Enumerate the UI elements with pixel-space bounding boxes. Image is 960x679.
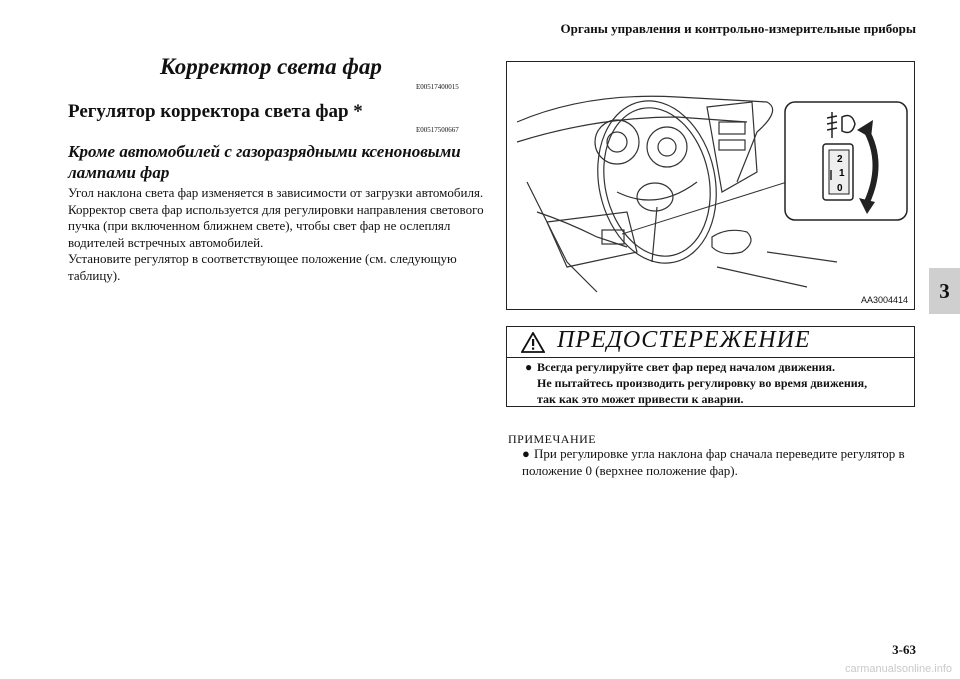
- section-title: Корректор света фар: [160, 54, 382, 79]
- warning-header: [507, 327, 914, 358]
- warning-line: Не пытайтесь производить регулировку во время движения,: [537, 376, 868, 390]
- warning-line: Всегда регулируйте свет фар перед началом движения.: [537, 360, 835, 374]
- note-text: [522, 446, 917, 479]
- subsection-code: E00517500667: [416, 126, 459, 134]
- figure-code: AA3004414: [860, 295, 908, 305]
- bullet: ●: [522, 446, 530, 461]
- warning-title: ПРЕДОСТЕРЕЖЕНИЕ: [557, 327, 811, 353]
- note-label: ПРИМЕЧАНИЕ: [508, 432, 597, 446]
- dial-label: 1: [839, 168, 845, 179]
- warning-line: так как это может привести к аварии.: [537, 392, 744, 406]
- paragraph: Корректор света фар используется для регулировки направления светового пучка (при включенном ближнем свете), чтобы свет фар не ослеплял водителей встречных автомобилей.: [68, 201, 484, 250]
- warning-box: [506, 326, 915, 407]
- section-code: E00517400015: [416, 83, 459, 91]
- warning-text: [525, 359, 904, 407]
- paragraph: Установите регулятор в соответствующее положение (см. следующую таблицу).: [68, 251, 457, 283]
- warning-triangle-icon: [521, 332, 545, 353]
- dial-label: 0: [837, 183, 843, 194]
- note-content: При регулировке угла наклона фар сначала переведите регулятор в положение 0 (верхнее положение фар).: [522, 446, 905, 478]
- dashboard-drawing: [507, 62, 914, 309]
- italic-heading: Кроме автомобилей с газоразрядными ксеноновыми лампами фар: [68, 142, 461, 182]
- page-number: 3-63: [892, 642, 916, 657]
- chapter-tab: 3: [929, 268, 960, 314]
- running-header: Органы управления и контрольно-измерительные приборы: [560, 21, 916, 36]
- subsection-title: Регулятор корректора света фар *: [68, 101, 363, 122]
- bullet: ●: [525, 360, 533, 374]
- watermark: carmanualsonline.info: [844, 663, 952, 675]
- dashboard-illustration: [506, 61, 915, 310]
- body-text: [68, 185, 488, 284]
- dial-label: 2: [837, 154, 843, 165]
- paragraph: Угол наклона света фар изменяется в зависимости от загрузки автомобиля.: [68, 185, 484, 200]
